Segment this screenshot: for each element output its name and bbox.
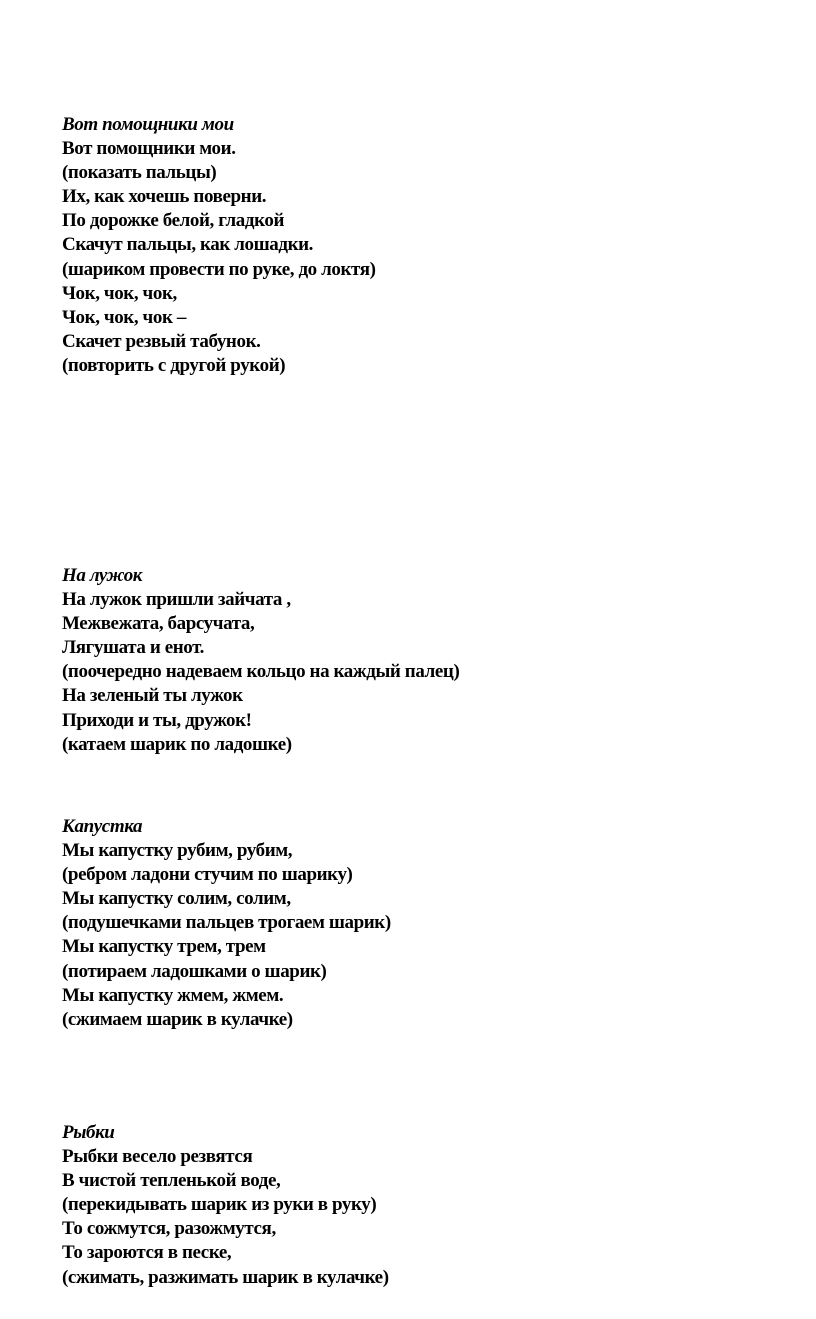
poem-line: Мы капустку рубим, рубим,	[62, 840, 293, 862]
poem-line: (повторить с другой рукой)	[62, 354, 286, 376]
poem-title: Капустка	[62, 816, 143, 837]
poem-line: (перекидывать шарик из руки в руку)	[62, 1194, 377, 1216]
poem-line: Лягушата и енот.	[62, 637, 205, 659]
poem-line: Чок, чок, чок –	[62, 306, 186, 328]
poem-line: Межвежата, барсучата,	[62, 613, 255, 635]
poem-line: (потираем ладошками о шарик)	[62, 960, 327, 982]
poem-line: (поочередно надеваем кольцо на каждый палец)	[62, 661, 460, 683]
poem-line: Их, как хочешь поверни.	[62, 186, 267, 208]
poem-line: (шариком провести по руке, до локтя)	[62, 258, 376, 280]
poem-line: То зароются в песке,	[62, 1242, 232, 1264]
poem-line: Приходи и ты, дружок!	[62, 709, 252, 731]
poem-line: Скачут пальцы, как лошадки.	[62, 234, 314, 256]
poem-line: (сжимаем шарик в кулачке)	[62, 1008, 293, 1030]
poem-line: (подушечками пальцев трогаем шарик)	[62, 912, 391, 934]
poem-line: На лужок пришли зайчата ,	[62, 589, 291, 611]
poem-line: (катаем шарик по ладошке)	[62, 733, 292, 755]
poem-title: Вот помощники мои	[62, 114, 234, 135]
poem-na-luzhok	[62, 564, 762, 757]
poem-rybki	[62, 1121, 762, 1290]
poem-line: Чок, чок, чок,	[62, 282, 177, 304]
poem-line: Рыбки весело резвятся	[62, 1146, 253, 1168]
poem-line: (ребром ладони стучим по шарику)	[62, 864, 353, 886]
poem-line: (сжимать, разжимать шарик в кулачке)	[62, 1266, 389, 1288]
poem-line: На зеленый ты лужок	[62, 685, 243, 707]
poem-kapustka	[62, 815, 762, 1032]
poem-line: В чистой тепленькой воде,	[62, 1170, 281, 1192]
poem-line: Вот помощники мои.	[62, 138, 236, 160]
poem-vot-pomoshchniki	[62, 113, 762, 378]
poem-line: Мы капустку жмем, жмем.	[62, 984, 284, 1006]
poem-line: Мы капустку солим, солим,	[62, 888, 291, 910]
poem-line: То сожмутся, разожмутся,	[62, 1218, 276, 1240]
poem-line: Скачет резвый табунок.	[62, 330, 261, 352]
poem-line: Мы капустку трем, трем	[62, 936, 266, 958]
poem-title: На лужок	[62, 565, 143, 586]
poem-line: По дорожке белой, гладкой	[62, 210, 285, 232]
poem-line: (показать пальцы)	[62, 162, 217, 184]
poem-title: Рыбки	[62, 1122, 115, 1143]
